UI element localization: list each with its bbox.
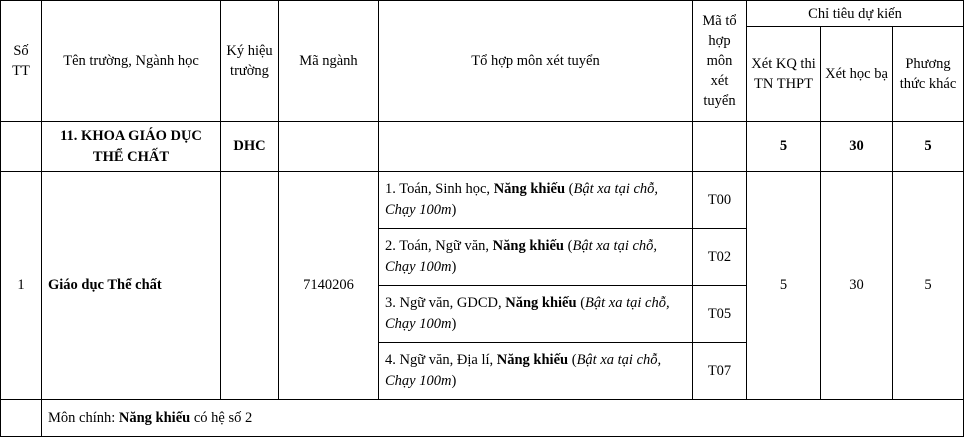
- faculty-stt: [1, 122, 42, 172]
- header-xet-kq: Xét KQ thi TN THPT: [747, 27, 821, 122]
- faculty-xet-hoc-ba: 30: [821, 122, 893, 172]
- major-ky-hieu: [221, 172, 279, 400]
- note-main-subject: Môn chính: Năng khiếu có hệ số 2: [42, 400, 964, 437]
- major-stt: 1: [1, 172, 42, 400]
- faculty-to-hop: [379, 122, 693, 172]
- header-ma-nganh: Mã ngành: [279, 1, 379, 122]
- faculty-ma-to-hop: [693, 122, 747, 172]
- faculty-phuong-thuc-khac: 5: [893, 122, 964, 172]
- header-so-tt: Số TT: [1, 1, 42, 122]
- faculty-code: DHC: [221, 122, 279, 172]
- combo-code: T05: [693, 286, 747, 343]
- header-chi-tieu: Chỉ tiêu dự kiến: [747, 1, 964, 27]
- note-stt: [1, 400, 42, 437]
- faculty-xet-kq: 5: [747, 122, 821, 172]
- major-xet-hoc-ba: 30: [821, 172, 893, 400]
- combo-item: 3. Ngữ văn, GDCD, Năng khiếu (Bật xa tại chỗ, Chạy 100m): [379, 286, 693, 343]
- faculty-name: 11. KHOA GIÁO DỤC THỂ CHẤT: [42, 122, 221, 172]
- combo-item: 1. Toán, Sinh học, Năng khiếu (Bật xa tại chỗ, Chạy 100m): [379, 172, 693, 229]
- major-name: Giáo dục Thể chất: [42, 172, 221, 400]
- combo-code: T07: [693, 343, 747, 400]
- combo-code: T02: [693, 229, 747, 286]
- combo-item: 2. Toán, Ngữ văn, Năng khiếu (Bật xa tại chỗ, Chạy 100m): [379, 229, 693, 286]
- header-ma-to-hop: Mã tổ hợp môn xét tuyển: [693, 1, 747, 122]
- combo-code: T00: [693, 172, 747, 229]
- combo-item: 4. Ngữ văn, Địa lí, Năng khiếu (Bật xa tại chỗ, Chạy 100m): [379, 343, 693, 400]
- major-ma-nganh: 7140206: [279, 172, 379, 400]
- faculty-ma-nganh: [279, 122, 379, 172]
- header-phuong-thuc-khac: Phương thức khác: [893, 27, 964, 122]
- header-ten-truong: Tên trường, Ngành học: [42, 1, 221, 122]
- header-xet-hoc-ba: Xét học bạ: [821, 27, 893, 122]
- major-xet-kq: 5: [747, 172, 821, 400]
- header-ky-hieu: Ký hiệu trường: [221, 1, 279, 122]
- major-phuong-thuc-khac: 5: [893, 172, 964, 400]
- header-to-hop: Tổ hợp môn xét tuyển: [379, 1, 693, 122]
